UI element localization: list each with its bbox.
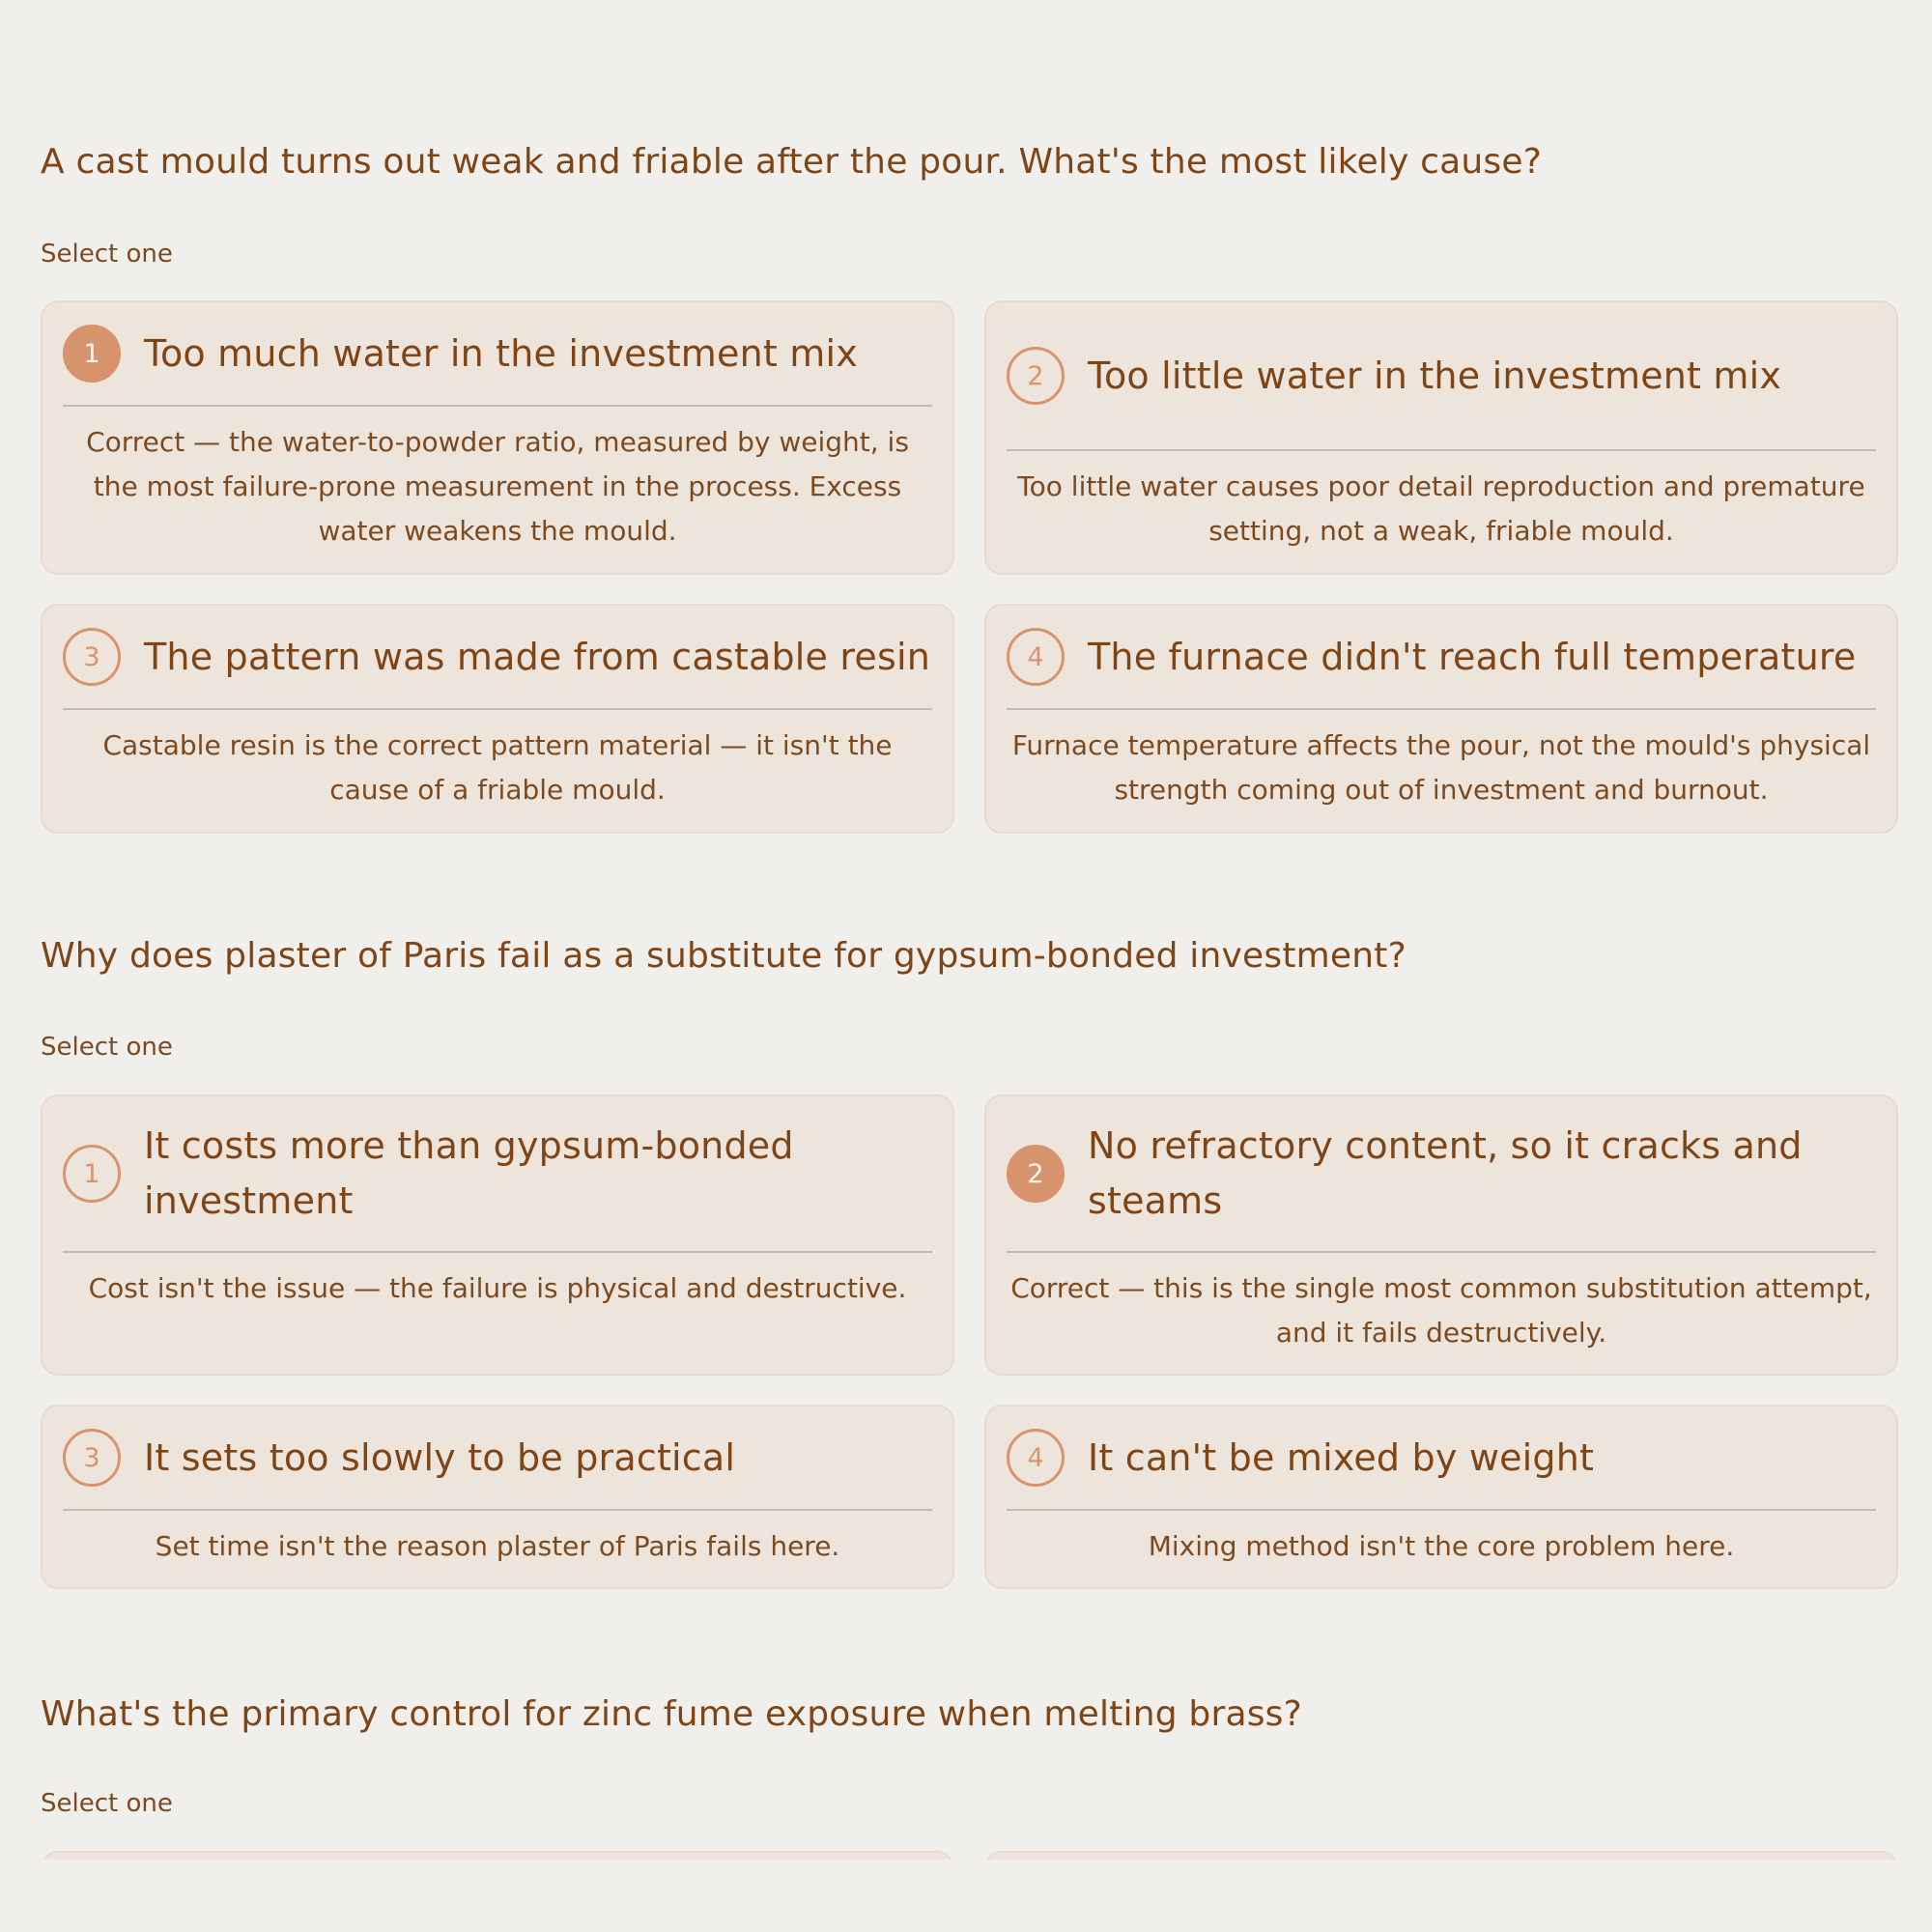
option-number-badge: 2 [1007, 1145, 1065, 1203]
option-header [63, 1406, 932, 1511]
option-number-badge: 3 [63, 1429, 121, 1487]
option-feedback: Castable resin is the correct pattern material — it isn't the cause of a friable mould. [102, 729, 893, 806]
option-header [1007, 1096, 1876, 1253]
option-card-3[interactable] [41, 1405, 954, 1589]
question-2 [41, 908, 1896, 1604]
question-title: Why does plaster of Paris fail as a substitute for gypsum-bonded investment? [41, 936, 1406, 976]
option-feedback: Correct — the water-to-powder ratio, measured by weight, is the most failure-prone measurement in the process. Excess water weakens the mould. [86, 426, 909, 547]
question-1 [41, 0, 1896, 850]
option-header [63, 302, 932, 407]
option-card-3[interactable] [41, 604, 954, 834]
option-header [1007, 302, 1876, 451]
option-number-badge: 1 [63, 1145, 121, 1203]
option-feedback: Cost isn't the issue — the failure is physical and destructive. [88, 1272, 907, 1304]
option-card-2[interactable] [984, 300, 1898, 575]
option-card-1[interactable] [41, 300, 954, 575]
option-number-badge: 4 [1007, 628, 1065, 686]
option-card-1[interactable] [41, 1094, 954, 1376]
option-header [1007, 606, 1876, 710]
option-feedback: Mixing method isn't the core problem here. [1148, 1530, 1735, 1562]
option-header [63, 1096, 932, 1253]
option-feedback: Too little water causes poor detail reproduction and premature setting, not a weak, friable mould. [1017, 470, 1865, 547]
option-number-badge: 4 [1007, 1429, 1065, 1487]
question-instruction: Select one [41, 1789, 173, 1818]
question-title: What's the primary control for zinc fume exposure when melting brass? [41, 1694, 1302, 1734]
option-label: It costs more than gypsum-bonded investment [144, 1124, 794, 1222]
question-title: A cast mould turns out weak and friable after the pour. What's the most likely cause? [41, 142, 1543, 182]
question-instruction: Select one [41, 240, 173, 269]
option-label: The pattern was made from castable resin [144, 635, 930, 678]
option-feedback: Set time isn't the reason plaster of Paris fails here. [155, 1530, 840, 1562]
option-feedback: Correct — this is the single most common substitution attempt, and it fails destructively. [1010, 1272, 1872, 1349]
option-label: It can't be mixed by weight [1088, 1435, 1595, 1479]
option-label: Too much water in the investment mix [144, 331, 858, 375]
option-card-4[interactable] [984, 604, 1898, 834]
option-card-2[interactable] [984, 1094, 1898, 1376]
page-bottom-fade [0, 1860, 1932, 1932]
question-instruction: Select one [41, 1033, 173, 1062]
option-header [63, 606, 932, 710]
option-number-badge: 1 [63, 325, 121, 383]
option-label: Too little water in the investment mix [1088, 354, 1782, 397]
option-card-4[interactable] [984, 1405, 1898, 1589]
option-number-badge: 3 [63, 628, 121, 686]
option-feedback: Furnace temperature affects the pour, not the mould's physical strength coming out of investment and burnout. [1011, 729, 1871, 806]
option-label: No refractory content, so it cracks and steams [1088, 1124, 1803, 1222]
option-label: It sets too slowly to be practical [144, 1435, 736, 1479]
option-number-badge: 2 [1007, 347, 1065, 405]
option-header [1007, 1406, 1876, 1511]
option-label: The furnace didn't reach full temperature [1088, 635, 1857, 678]
